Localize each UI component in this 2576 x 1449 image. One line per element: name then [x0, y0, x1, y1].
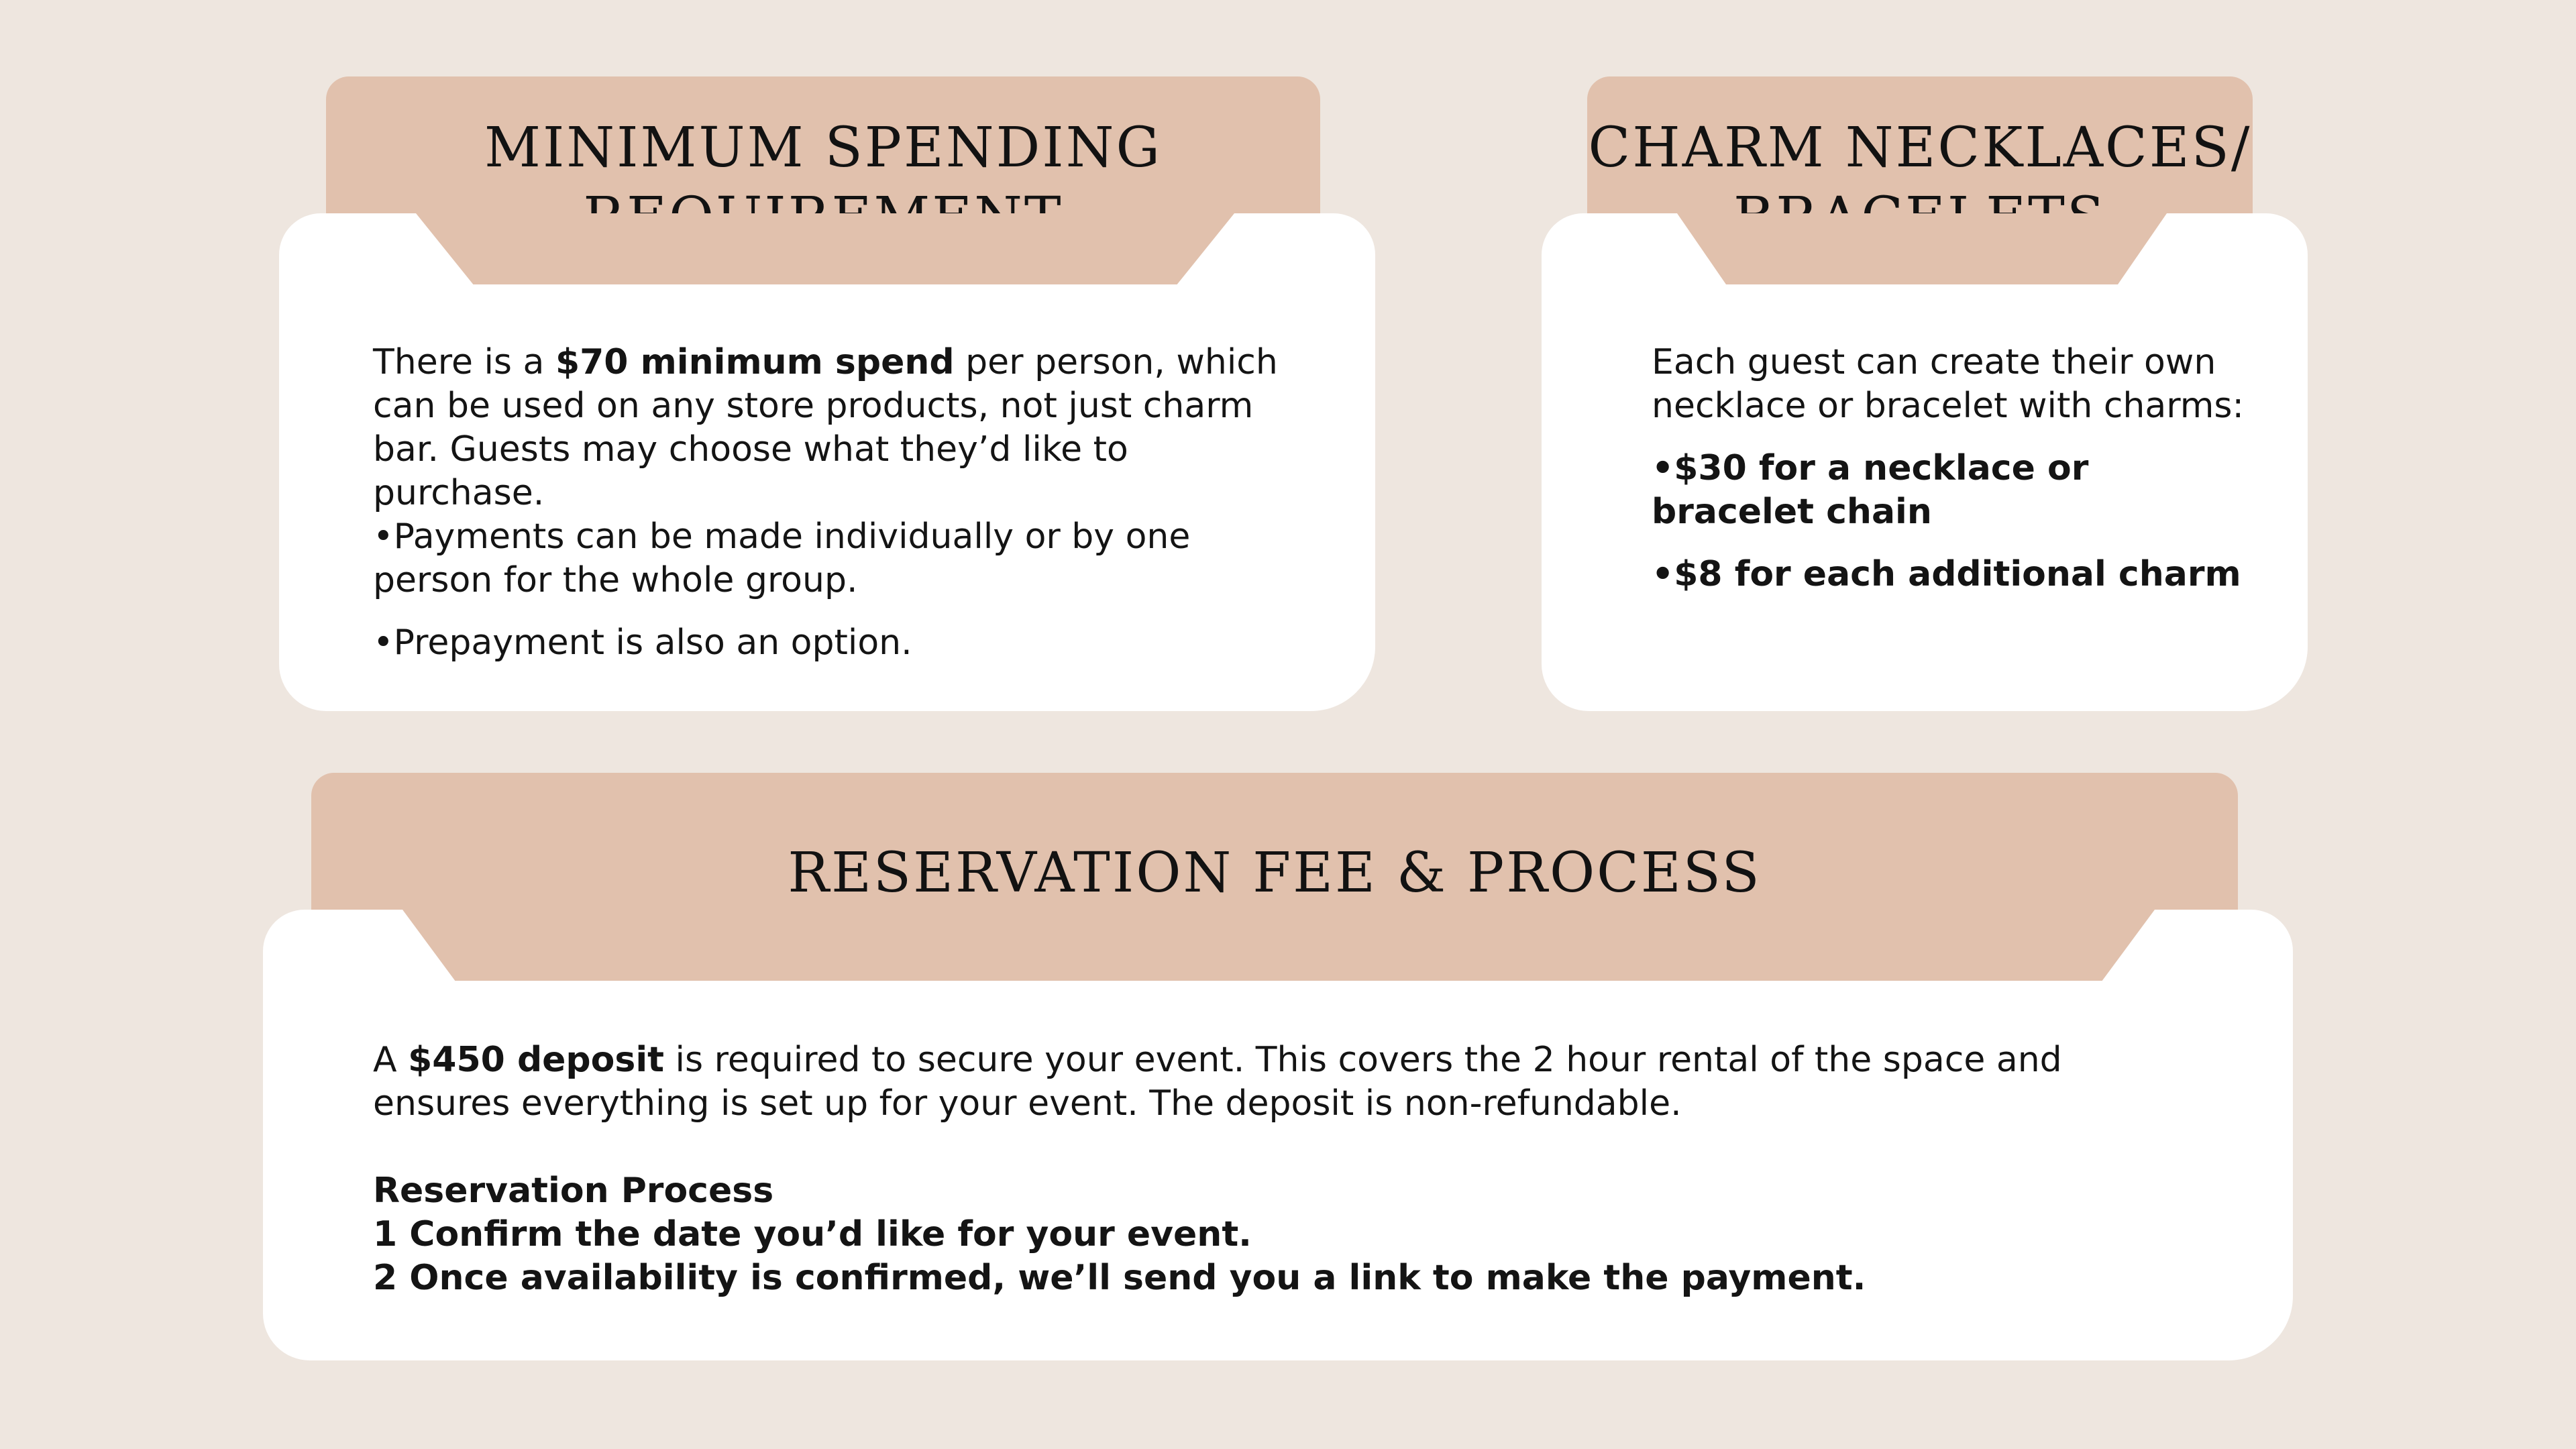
reservation-step-1: 1 Confirm the date you’d like for your event.	[373, 1214, 1252, 1254]
reservation-intro-pre: A	[373, 1040, 409, 1080]
charms-title-line1: CHARM NECKLACES/	[1588, 116, 2252, 180]
minimum-spend-intro-post: per person, which can be used on any store products, not just charm bar. Guests may choose what they’d like to purchase.	[373, 342, 1278, 513]
minimum-spend-bullet-payments: •Payments can be made individually or by one person for the whole group.	[373, 517, 1191, 600]
reservation-step-2: 2 Once availability is confirmed, we’ll send you a link to make the payment.	[373, 1258, 1866, 1298]
minimum-spend-content	[373, 341, 1285, 665]
reservation-content	[373, 1038, 2131, 1300]
minimum-spend-notch	[416, 213, 1234, 284]
charms-content	[1652, 341, 2255, 596]
reservation-notch	[402, 910, 2155, 981]
minimum-spend-intro	[373, 341, 1285, 515]
charms-notch	[1677, 213, 2167, 284]
minimum-spend-title-line1: MINIMUM SPENDING	[484, 116, 1162, 180]
charms-bullet-charm-price: •$8 for each additional charm	[1652, 554, 2241, 594]
reservation-intro	[373, 1038, 2131, 1126]
minimum-spend-amount: $70 minimum spend	[555, 342, 955, 382]
minimum-spend-bullet-prepayment: •Prepayment is also an option.	[373, 623, 912, 663]
reservation-title: RESERVATION FEE & PROCESS	[788, 841, 1762, 905]
charms-intro: Each guest can create their own necklace or bracelet with charms:	[1652, 342, 2244, 426]
reservation-process-heading: Reservation Process	[373, 1171, 774, 1211]
minimum-spend-intro-pre: There is a	[373, 342, 555, 382]
reservation-deposit-amount: $450 deposit	[408, 1040, 665, 1080]
reservation-intro-post: is required to secure your event. This covers the 2 hour rental of the space and ensures everything is set up for your event. The deposit is non-refundable.	[373, 1040, 2062, 1124]
charms-bullet-chain-price: •$30 for a necklace or bracelet chain	[1652, 448, 2089, 532]
